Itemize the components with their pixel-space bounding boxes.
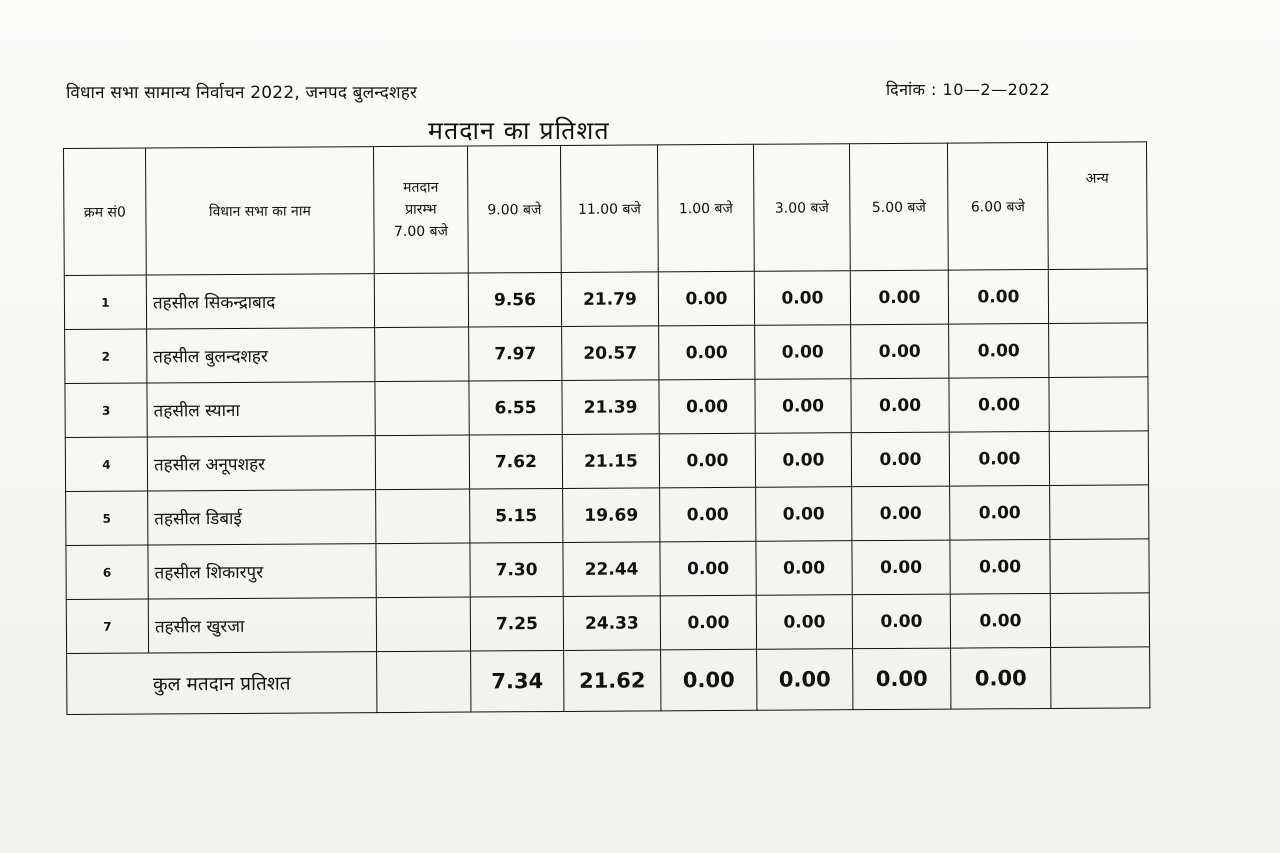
row-3pm-value: 0.00 bbox=[756, 541, 852, 596]
row-serial: 5 bbox=[66, 491, 148, 545]
row-other-value bbox=[1049, 323, 1148, 378]
row-serial: 2 bbox=[65, 329, 147, 383]
row-other-value bbox=[1048, 269, 1147, 324]
turnout-table bbox=[63, 141, 1150, 715]
row-6pm-value: 0.00 bbox=[950, 593, 1050, 648]
row-serial: 4 bbox=[65, 437, 147, 491]
total-5pm-value: 0.00 bbox=[853, 648, 951, 710]
row-serial: 1 bbox=[64, 275, 146, 329]
row-9am-value: 7.25 bbox=[470, 596, 563, 651]
total-start-value bbox=[377, 651, 471, 713]
row-3pm-value: 0.00 bbox=[755, 433, 851, 488]
table-row bbox=[66, 485, 1149, 546]
total-1pm-value: 0.00 bbox=[661, 649, 757, 711]
row-9am-value: 9.56 bbox=[468, 272, 561, 327]
table-row bbox=[65, 377, 1148, 438]
row-9am-value: 5.15 bbox=[470, 488, 563, 543]
document-title: मतदान का प्रतिशत bbox=[428, 116, 610, 145]
total-other-value bbox=[1051, 647, 1150, 709]
row-6pm-value: 0.00 bbox=[948, 269, 1048, 324]
row-tehsil-name: तहसील बुलन्दशहर bbox=[147, 328, 375, 383]
row-tehsil-name: तहसील अनूपशहर bbox=[147, 436, 375, 491]
row-5pm-value: 0.00 bbox=[851, 378, 949, 433]
header-9am: 9.00 बजे bbox=[467, 145, 561, 273]
row-9am-value: 7.62 bbox=[469, 434, 562, 489]
total-6pm-value: 0.00 bbox=[951, 647, 1051, 709]
table-row bbox=[64, 269, 1147, 330]
header-5pm: 5.00 बजे bbox=[849, 143, 948, 271]
total-9am-value: 7.34 bbox=[471, 650, 564, 712]
date-label: दिनांक bbox=[886, 80, 926, 99]
row-6pm-value: 0.00 bbox=[949, 323, 1049, 378]
row-1pm-value: 0.00 bbox=[659, 325, 755, 380]
total-label: कुल मतदान प्रतिशत bbox=[67, 652, 377, 715]
row-5pm-value: 0.00 bbox=[851, 432, 949, 487]
table-row bbox=[65, 323, 1148, 384]
header-3pm: 3.00 बजे bbox=[753, 144, 850, 272]
row-5pm-value: 0.00 bbox=[851, 324, 949, 379]
row-other-value bbox=[1050, 539, 1149, 594]
header-row bbox=[64, 142, 1148, 276]
election-heading: विधान सभा सामान्य निर्वाचन 2022, जनपद बुलन्दशहर bbox=[66, 83, 418, 103]
row-other-value bbox=[1050, 485, 1149, 540]
row-other-value bbox=[1050, 593, 1149, 648]
row-3pm-value: 0.00 bbox=[756, 487, 852, 542]
row-start-value bbox=[375, 435, 469, 490]
row-tehsil-name: तहसील स्याना bbox=[147, 382, 375, 437]
row-1pm-value: 0.00 bbox=[660, 541, 756, 596]
row-9am-value: 7.97 bbox=[469, 326, 562, 381]
row-serial: 6 bbox=[66, 545, 148, 599]
row-tehsil-name: तहसील सिकन्द्राबाद bbox=[146, 274, 374, 329]
date-separator: : bbox=[931, 80, 943, 99]
row-start-value bbox=[376, 489, 470, 544]
row-11am-value: 21.15 bbox=[562, 434, 659, 489]
row-1pm-value: 0.00 bbox=[659, 433, 755, 488]
row-1pm-value: 0.00 bbox=[658, 271, 754, 326]
row-6pm-value: 0.00 bbox=[949, 431, 1049, 486]
row-11am-value: 21.39 bbox=[562, 380, 659, 435]
header-serial: क्रम सं0 bbox=[64, 148, 147, 275]
row-9am-value: 6.55 bbox=[469, 380, 562, 435]
row-5pm-value: 0.00 bbox=[852, 486, 950, 541]
row-6pm-value: 0.00 bbox=[949, 377, 1049, 432]
row-11am-value: 22.44 bbox=[563, 542, 660, 597]
header-start-line1: मतदान bbox=[403, 179, 439, 196]
row-serial: 3 bbox=[65, 383, 147, 437]
table-row bbox=[66, 593, 1149, 654]
header-other: अन्य bbox=[1047, 142, 1147, 270]
row-1pm-value: 0.00 bbox=[659, 379, 755, 434]
header-constituency-name: विधान सभा का नाम bbox=[146, 147, 375, 275]
total-3pm-value: 0.00 bbox=[757, 649, 853, 711]
row-3pm-value: 0.00 bbox=[755, 325, 851, 380]
row-9am-value: 7.30 bbox=[470, 542, 563, 597]
header-1pm: 1.00 बजे bbox=[657, 144, 754, 272]
row-start-value bbox=[375, 327, 469, 382]
row-1pm-value: 0.00 bbox=[660, 487, 756, 542]
header-start-line3: 7.00 बजे bbox=[393, 223, 449, 240]
row-start-value bbox=[376, 597, 470, 652]
row-3pm-value: 0.00 bbox=[756, 595, 852, 650]
row-11am-value: 24.33 bbox=[563, 596, 660, 651]
table-row bbox=[66, 539, 1149, 600]
row-other-value bbox=[1049, 431, 1148, 486]
row-5pm-value: 0.00 bbox=[852, 540, 950, 595]
row-serial: 7 bbox=[66, 599, 148, 653]
row-11am-value: 20.57 bbox=[562, 326, 659, 381]
row-1pm-value: 0.00 bbox=[660, 595, 756, 650]
table-row bbox=[65, 431, 1148, 492]
date-value: 10—2—2022 bbox=[942, 80, 1051, 99]
header-start-line2: प्रारम्भ bbox=[405, 201, 437, 218]
row-6pm-value: 0.00 bbox=[950, 539, 1050, 594]
row-11am-value: 21.79 bbox=[561, 272, 658, 327]
row-start-value bbox=[376, 543, 470, 598]
row-start-value bbox=[375, 381, 469, 436]
row-5pm-value: 0.00 bbox=[850, 270, 948, 325]
row-tehsil-name: तहसील शिकारपुर bbox=[148, 544, 376, 599]
date-line bbox=[886, 78, 1050, 100]
row-tehsil-name: तहसील खुरजा bbox=[148, 598, 376, 653]
row-11am-value: 19.69 bbox=[563, 488, 660, 543]
row-start-value bbox=[374, 273, 468, 328]
total-11am-value: 21.62 bbox=[564, 650, 661, 712]
row-other-value bbox=[1049, 377, 1148, 432]
header-11am: 11.00 बजे bbox=[560, 145, 658, 273]
total-row bbox=[67, 647, 1150, 715]
row-3pm-value: 0.00 bbox=[754, 271, 850, 326]
header-start-time bbox=[373, 146, 468, 274]
row-5pm-value: 0.00 bbox=[852, 594, 950, 649]
row-3pm-value: 0.00 bbox=[755, 379, 851, 434]
row-tehsil-name: तहसील डिबाई bbox=[148, 490, 376, 545]
header-6pm: 6.00 बजे bbox=[947, 142, 1048, 270]
row-6pm-value: 0.00 bbox=[950, 485, 1050, 540]
